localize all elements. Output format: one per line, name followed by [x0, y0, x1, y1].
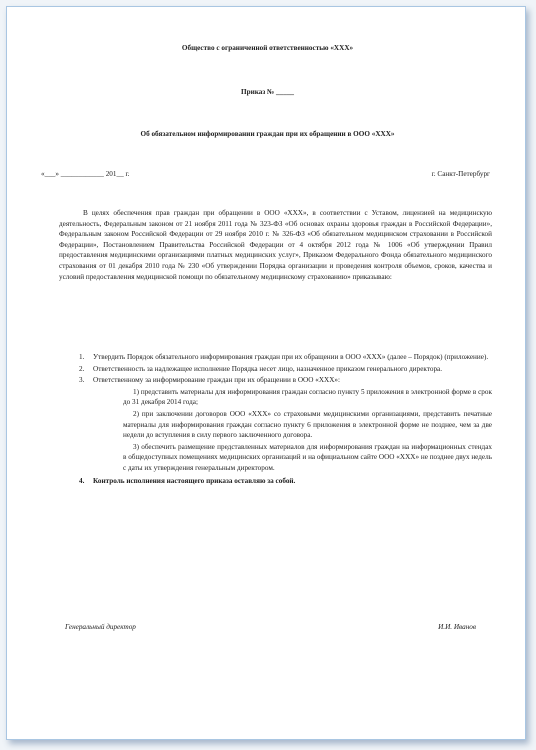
document-page — [19, 19, 516, 737]
subitem: 1) представить материалы для информирования граждан согласно пункту 5 приложения в электронной форме в срок до 31 декабря 2014 года; — [123, 387, 492, 407]
order-item — [79, 375, 492, 386]
item-number: 3. — [79, 376, 85, 385]
order-item — [79, 352, 492, 363]
order-date: «___» ____________ 201__ г. — [41, 170, 130, 178]
item-text: Контроль исполнения настоящего приказа оставляю за собой. — [93, 476, 296, 485]
item-number: 1. — [79, 353, 85, 361]
item-text: Ответственному за информирование граждан при их обращении в ООО «ХХХ»: — [93, 376, 340, 385]
item-text: Ответственность за надлежащее исполнение Порядка несет лицо, назначенное приказом генерального директора. — [93, 364, 443, 373]
organization-name: Общество с ограниченной ответственностью «ХХХ» — [181, 44, 354, 52]
order-item — [79, 364, 492, 375]
signature-position: Генеральный директор — [65, 623, 136, 631]
item-text: Утвердить Порядок обязательного информирования граждан при их обращении в ООО «ХХХ» (далее – Порядок) (приложение). — [93, 353, 489, 361]
order-number: Приказ № _____ — [240, 88, 295, 96]
order-subject: Об обязательном информировании граждан при их обращении в ООО «ХХХ» — [140, 130, 395, 138]
order-city: г. Санкт-Петербург — [431, 170, 490, 178]
subitem: 3) обеспечить размещение представленных материалов для информирования граждан на информационных стендах в общедоступных помещениях медицинских организаций и на официальном сайте ООО «ХХХ» не позднее двух недель с даты их утверждения генеральным директором. — [123, 442, 492, 472]
order-items — [79, 352, 492, 487]
preamble-paragraph: В целях обеспечения прав граждан при обращении в ООО «ХХХ», в соответствии с Уставом, лицензией на медицинскую деятельность, Федеральным законом от 21 ноября 2011 года № 323-ФЗ «Об основах охраны здоровья граждан в Российской Федерации», Федеральным законом Российской Федерации от 29 ноября 2010 г. № 326-ФЗ «Об обязательном медицинском страховании в Российской Федерации», Постановлением Правительства Российской Федерации от 4 октября 2012 года № 1006 «Об утверждении Правил предоставления медицинскими организациями платных медицинских услуг», Приказом Федерального Фонда обязательного медицинского страхования от 01 декабря 2010 года № 230 «Об утверждении Порядка организации и проведения контроля объемов, сроков, качества и условий предоставления медицинской помощи по обязательному медицинскому страхованию» приказываю: — [59, 209, 492, 281]
item-number: 2. — [79, 364, 85, 373]
order-item — [79, 476, 492, 487]
item-number: 4. — [79, 476, 85, 485]
subitems-list — [123, 387, 492, 474]
signature-name: И.И. Иванов — [438, 623, 476, 631]
subitem: 2) при заключении договоров ООО «ХХХ» со страховыми медицинскими организациями, представить печатные материалы для информирования граждан согласно пункту 6 приложения в электронной форме не позднее, чем за две недели до вступления в силу первого заключенного договора. — [123, 409, 492, 440]
